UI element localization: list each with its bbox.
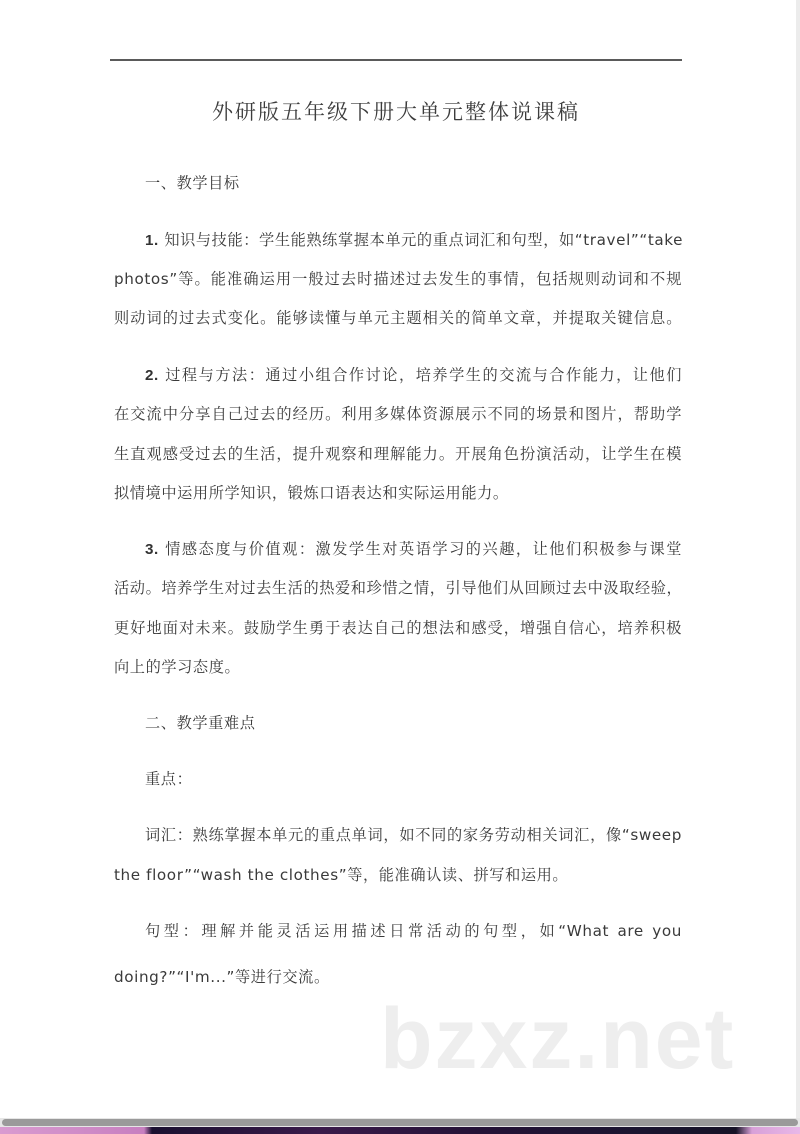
section-heading-key-points: 二、教学重难点 (145, 714, 256, 732)
objective-3-line-4: 向上的学习态度。 (114, 658, 241, 676)
objective-1-number: 1. (145, 232, 159, 249)
objective-1-line-1 (145, 229, 682, 250)
objective-2-line-2: 在交流中分享自己过去的经历。利用多媒体资源展示不同的场景和图片，帮助学 (114, 405, 682, 423)
vocabulary-line-1: 词汇：熟练掌握本单元的重点单词，如不同的家务劳动相关词汇，像“sweep (145, 826, 682, 844)
sentence-pattern-line-1: 句型：理解并能灵活运用描述日常活动的句型，如“What are you (145, 922, 682, 940)
objective-1-line-3: 则动词的过去式变化。能够读懂与单元主题相关的简单文章，并提取关键信息。 (114, 309, 682, 327)
objective-1-line-2: photos”等。能准确运用一般过去时描述过去发生的事情，包括规则动词和不规 (114, 270, 682, 288)
objective-3-text: 情感态度与价值观：激发学生对英语学习的兴趣，让他们积极参与课堂 (165, 540, 682, 558)
horizontal-scrollbar-thumb[interactable] (2, 1119, 798, 1126)
objective-3-number: 3. (145, 541, 159, 558)
vocabulary-line-2: the floor”“wash the clothes”等，能准确认读、拼写和运用。 (114, 866, 569, 884)
objective-2-line-1 (145, 364, 682, 385)
document-title: 外研版五年级下册大单元整体说课稿 (212, 100, 580, 124)
objective-3-line-1 (145, 538, 682, 559)
objective-2-text: 过程与方法：通过小组合作讨论，培养学生的交流与合作能力，让他们 (165, 366, 682, 384)
header-rule (110, 59, 682, 61)
objective-3-line-3: 更好地面对未来。鼓励学生勇于表达自己的想法和感受，增强自信心，培养积极 (114, 619, 682, 637)
page-right-edge (796, 0, 800, 1118)
desktop-background-strip (0, 1127, 800, 1134)
objective-3-line-2: 活动。培养学生对过去生活的热爱和珍惜之情，引导他们从回顾过去中汲取经验， (114, 579, 683, 597)
objective-2-number: 2. (145, 367, 159, 384)
key-points-subheading: 重点： (145, 770, 193, 788)
objective-2-line-4: 拟情境中运用所学知识，锻炼口语表达和实际运用能力。 (114, 484, 509, 502)
watermark: bzxz.net (380, 991, 736, 1087)
section-heading-objectives: 一、教学目标 (145, 174, 240, 192)
objective-2-line-3: 生直观感受过去的生活，提升观察和理解能力。开展角色扮演活动，让学生在模 (114, 445, 682, 463)
objective-1-text: 知识与技能：学生能熟练掌握本单元的重点词汇和句型，如“travel”“take (164, 231, 684, 249)
sentence-pattern-line-2: doing?”“I'm...”等进行交流。 (114, 968, 330, 986)
